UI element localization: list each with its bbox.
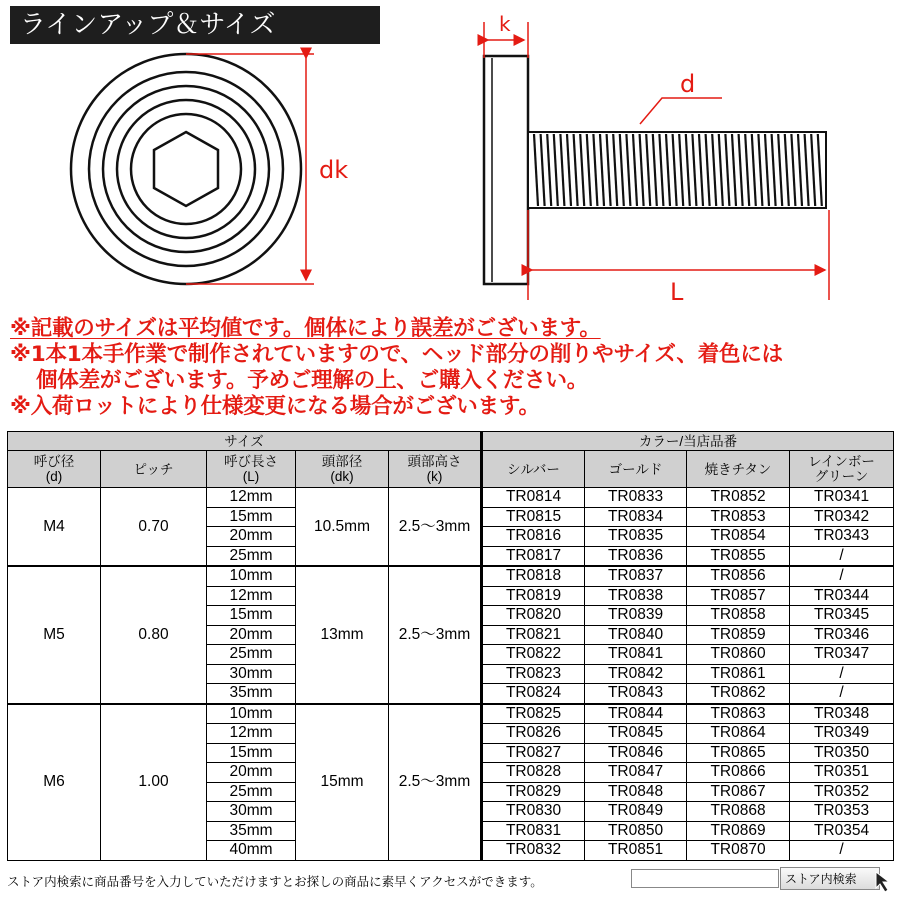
store-search-button-label: ストア内検索 (785, 872, 857, 886)
cell-burnt-titanium: TR0861 (687, 664, 790, 684)
cell-head-height: 2.5～3mm (389, 488, 482, 567)
cell-pitch: 1.00 (101, 704, 207, 861)
cell-rainbow-green: / (790, 546, 894, 566)
cell-diameter: M4 (8, 488, 101, 567)
cell-gold: TR0841 (585, 645, 687, 665)
cell-burnt-titanium: TR0856 (687, 566, 790, 586)
note-handmade: ※1本1本手作業で制作されていますので、ヘッド部分の削りやサイズ、着色には (10, 342, 783, 367)
col-header-dk: 頭部径 (dk) (296, 451, 389, 488)
cell-rainbow-green: TR0350 (790, 743, 894, 763)
cell-silver: TR0821 (482, 625, 585, 645)
cell-silver: TR0827 (482, 743, 585, 763)
cell-rainbow-green: / (790, 684, 894, 704)
cell-silver: TR0829 (482, 782, 585, 802)
cell-pitch: 0.80 (101, 566, 207, 704)
cell-length: 12mm (207, 724, 296, 744)
cell-silver: TR0820 (482, 606, 585, 626)
cell-diameter: M6 (8, 704, 101, 861)
cell-gold: TR0834 (585, 507, 687, 527)
cell-head-height: 2.5～3mm (389, 704, 482, 861)
cell-silver: TR0823 (482, 664, 585, 684)
cell-rainbow-green: TR0348 (790, 704, 894, 724)
cell-burnt-titanium: TR0857 (687, 586, 790, 606)
cell-rainbow-green: / (790, 566, 894, 586)
cell-silver: TR0832 (482, 841, 585, 861)
cell-length: 25mm (207, 546, 296, 566)
cell-silver: TR0818 (482, 566, 585, 586)
cell-rainbow-green: / (790, 664, 894, 684)
cell-burnt-titanium: TR0862 (687, 684, 790, 704)
cell-silver: TR0825 (482, 704, 585, 724)
cell-burnt-titanium: TR0860 (687, 645, 790, 665)
cell-rainbow-green: TR0347 (790, 645, 894, 665)
cell-rainbow-green: TR0342 (790, 507, 894, 527)
cell-rainbow-green: TR0351 (790, 763, 894, 783)
cell-rainbow-green: TR0354 (790, 821, 894, 841)
head-top-view (71, 54, 301, 284)
notes (10, 316, 895, 420)
cell-gold: TR0848 (585, 782, 687, 802)
cell-length: 15mm (207, 743, 296, 763)
note-handmade-cont: 個体差がございます。予めご理解の上、ご購入ください。 (36, 368, 589, 393)
table-row (8, 704, 894, 724)
k-label: k (499, 12, 511, 36)
cell-length: 15mm (207, 606, 296, 626)
cell-length: 20mm (207, 763, 296, 783)
cell-rainbow-green: TR0345 (790, 606, 894, 626)
cell-silver: TR0822 (482, 645, 585, 665)
cell-length: 20mm (207, 625, 296, 645)
store-search-input[interactable] (631, 869, 779, 888)
cell-silver: TR0824 (482, 684, 585, 704)
cell-silver: TR0815 (482, 507, 585, 527)
cell-diameter: M5 (8, 566, 101, 704)
cell-length: 25mm (207, 645, 296, 665)
store-search-button[interactable] (780, 867, 880, 890)
cell-length: 25mm (207, 782, 296, 802)
cell-gold: TR0850 (585, 821, 687, 841)
cell-gold: TR0836 (585, 546, 687, 566)
col-header-rainbow: レインボー グリーン (790, 451, 894, 488)
cell-silver: TR0816 (482, 527, 585, 547)
cell-silver: TR0831 (482, 821, 585, 841)
cell-burnt-titanium: TR0866 (687, 763, 790, 783)
col-header-burnt: 焼きチタン (687, 451, 790, 488)
cell-rainbow-green: TR0341 (790, 488, 894, 508)
cell-burnt-titanium: TR0867 (687, 782, 790, 802)
cell-gold: TR0851 (585, 841, 687, 861)
cell-length: 10mm (207, 566, 296, 586)
cell-gold: TR0840 (585, 625, 687, 645)
cell-silver: TR0828 (482, 763, 585, 783)
cell-gold: TR0844 (585, 704, 687, 724)
cell-rainbow-green: TR0346 (790, 625, 894, 645)
cell-burnt-titanium: TR0854 (687, 527, 790, 547)
pointer-cursor-icon (874, 870, 896, 894)
cell-length: 40mm (207, 841, 296, 861)
col-header-k: 頭部高さ (k) (389, 451, 482, 488)
table-row (8, 566, 894, 586)
d-leader (640, 98, 722, 124)
cell-burnt-titanium: TR0855 (687, 546, 790, 566)
cell-gold: TR0833 (585, 488, 687, 508)
store-search-bar (7, 866, 893, 894)
cell-burnt-titanium: TR0863 (687, 704, 790, 724)
cell-burnt-titanium: TR0870 (687, 841, 790, 861)
col-header-d: 呼び径 (d) (8, 451, 101, 488)
cell-head-diameter: 10.5mm (296, 488, 389, 567)
cell-silver: TR0819 (482, 586, 585, 606)
d-label: d (680, 70, 696, 98)
col-header-pitch: ピッチ (101, 451, 207, 488)
cell-burnt-titanium: TR0869 (687, 821, 790, 841)
cell-rainbow-green: / (790, 841, 894, 861)
cell-silver: TR0814 (482, 488, 585, 508)
cell-burnt-titanium: TR0865 (687, 743, 790, 763)
cell-burnt-titanium: TR0864 (687, 724, 790, 744)
cell-gold: TR0845 (585, 724, 687, 744)
cell-silver: TR0826 (482, 724, 585, 744)
note-average: ※記載のサイズは平均値です。個体により誤差がございます。 (10, 316, 601, 341)
cell-head-diameter: 13mm (296, 566, 389, 704)
cell-length: 10mm (207, 704, 296, 724)
cell-burnt-titanium: TR0859 (687, 625, 790, 645)
cell-length: 35mm (207, 821, 296, 841)
cell-gold: TR0837 (585, 566, 687, 586)
cell-burnt-titanium: TR0852 (687, 488, 790, 508)
cell-gold: TR0842 (585, 664, 687, 684)
cell-rainbow-green: TR0343 (790, 527, 894, 547)
cell-pitch: 0.70 (101, 488, 207, 567)
section-title: ラインアップ＆サイズ (10, 6, 380, 44)
cell-rainbow-green: TR0344 (790, 586, 894, 606)
col-header-gold: ゴールド (585, 451, 687, 488)
cell-silver: TR0830 (482, 802, 585, 822)
cell-length: 35mm (207, 684, 296, 704)
spec-table (7, 431, 894, 861)
note-lot: ※入荷ロットにより仕様変更になる場合がございます。 (10, 394, 540, 419)
col-header-L: 呼び長さ (L) (207, 451, 296, 488)
table-row (8, 488, 894, 508)
bolt-diagram (0, 0, 900, 310)
color-header: カラー/当店品番 (482, 432, 894, 451)
cell-length: 15mm (207, 507, 296, 527)
cell-gold: TR0838 (585, 586, 687, 606)
search-hint: ストア内検索に商品番号を入力していただけますとお探しの商品に素早くアクセスができます。 (7, 875, 543, 889)
cell-burnt-titanium: TR0858 (687, 606, 790, 626)
col-header-silver: シルバー (482, 451, 585, 488)
cell-rainbow-green: TR0349 (790, 724, 894, 744)
cell-burnt-titanium: TR0868 (687, 802, 790, 822)
cell-gold: TR0835 (585, 527, 687, 547)
cell-gold: TR0847 (585, 763, 687, 783)
cell-length: 30mm (207, 802, 296, 822)
bolt-side-view (484, 56, 826, 284)
cell-gold: TR0843 (585, 684, 687, 704)
dk-label: dk (319, 156, 349, 184)
cell-length: 12mm (207, 586, 296, 606)
size-header: サイズ (8, 432, 482, 451)
cell-silver: TR0817 (482, 546, 585, 566)
cell-length: 20mm (207, 527, 296, 547)
cell-gold: TR0849 (585, 802, 687, 822)
cell-length: 12mm (207, 488, 296, 508)
cell-gold: TR0846 (585, 743, 687, 763)
L-label: L (670, 278, 684, 306)
cell-rainbow-green: TR0352 (790, 782, 894, 802)
cell-gold: TR0839 (585, 606, 687, 626)
cell-rainbow-green: TR0353 (790, 802, 894, 822)
cell-burnt-titanium: TR0853 (687, 507, 790, 527)
cell-head-height: 2.5～3mm (389, 566, 482, 704)
cell-head-diameter: 15mm (296, 704, 389, 861)
cell-length: 30mm (207, 664, 296, 684)
